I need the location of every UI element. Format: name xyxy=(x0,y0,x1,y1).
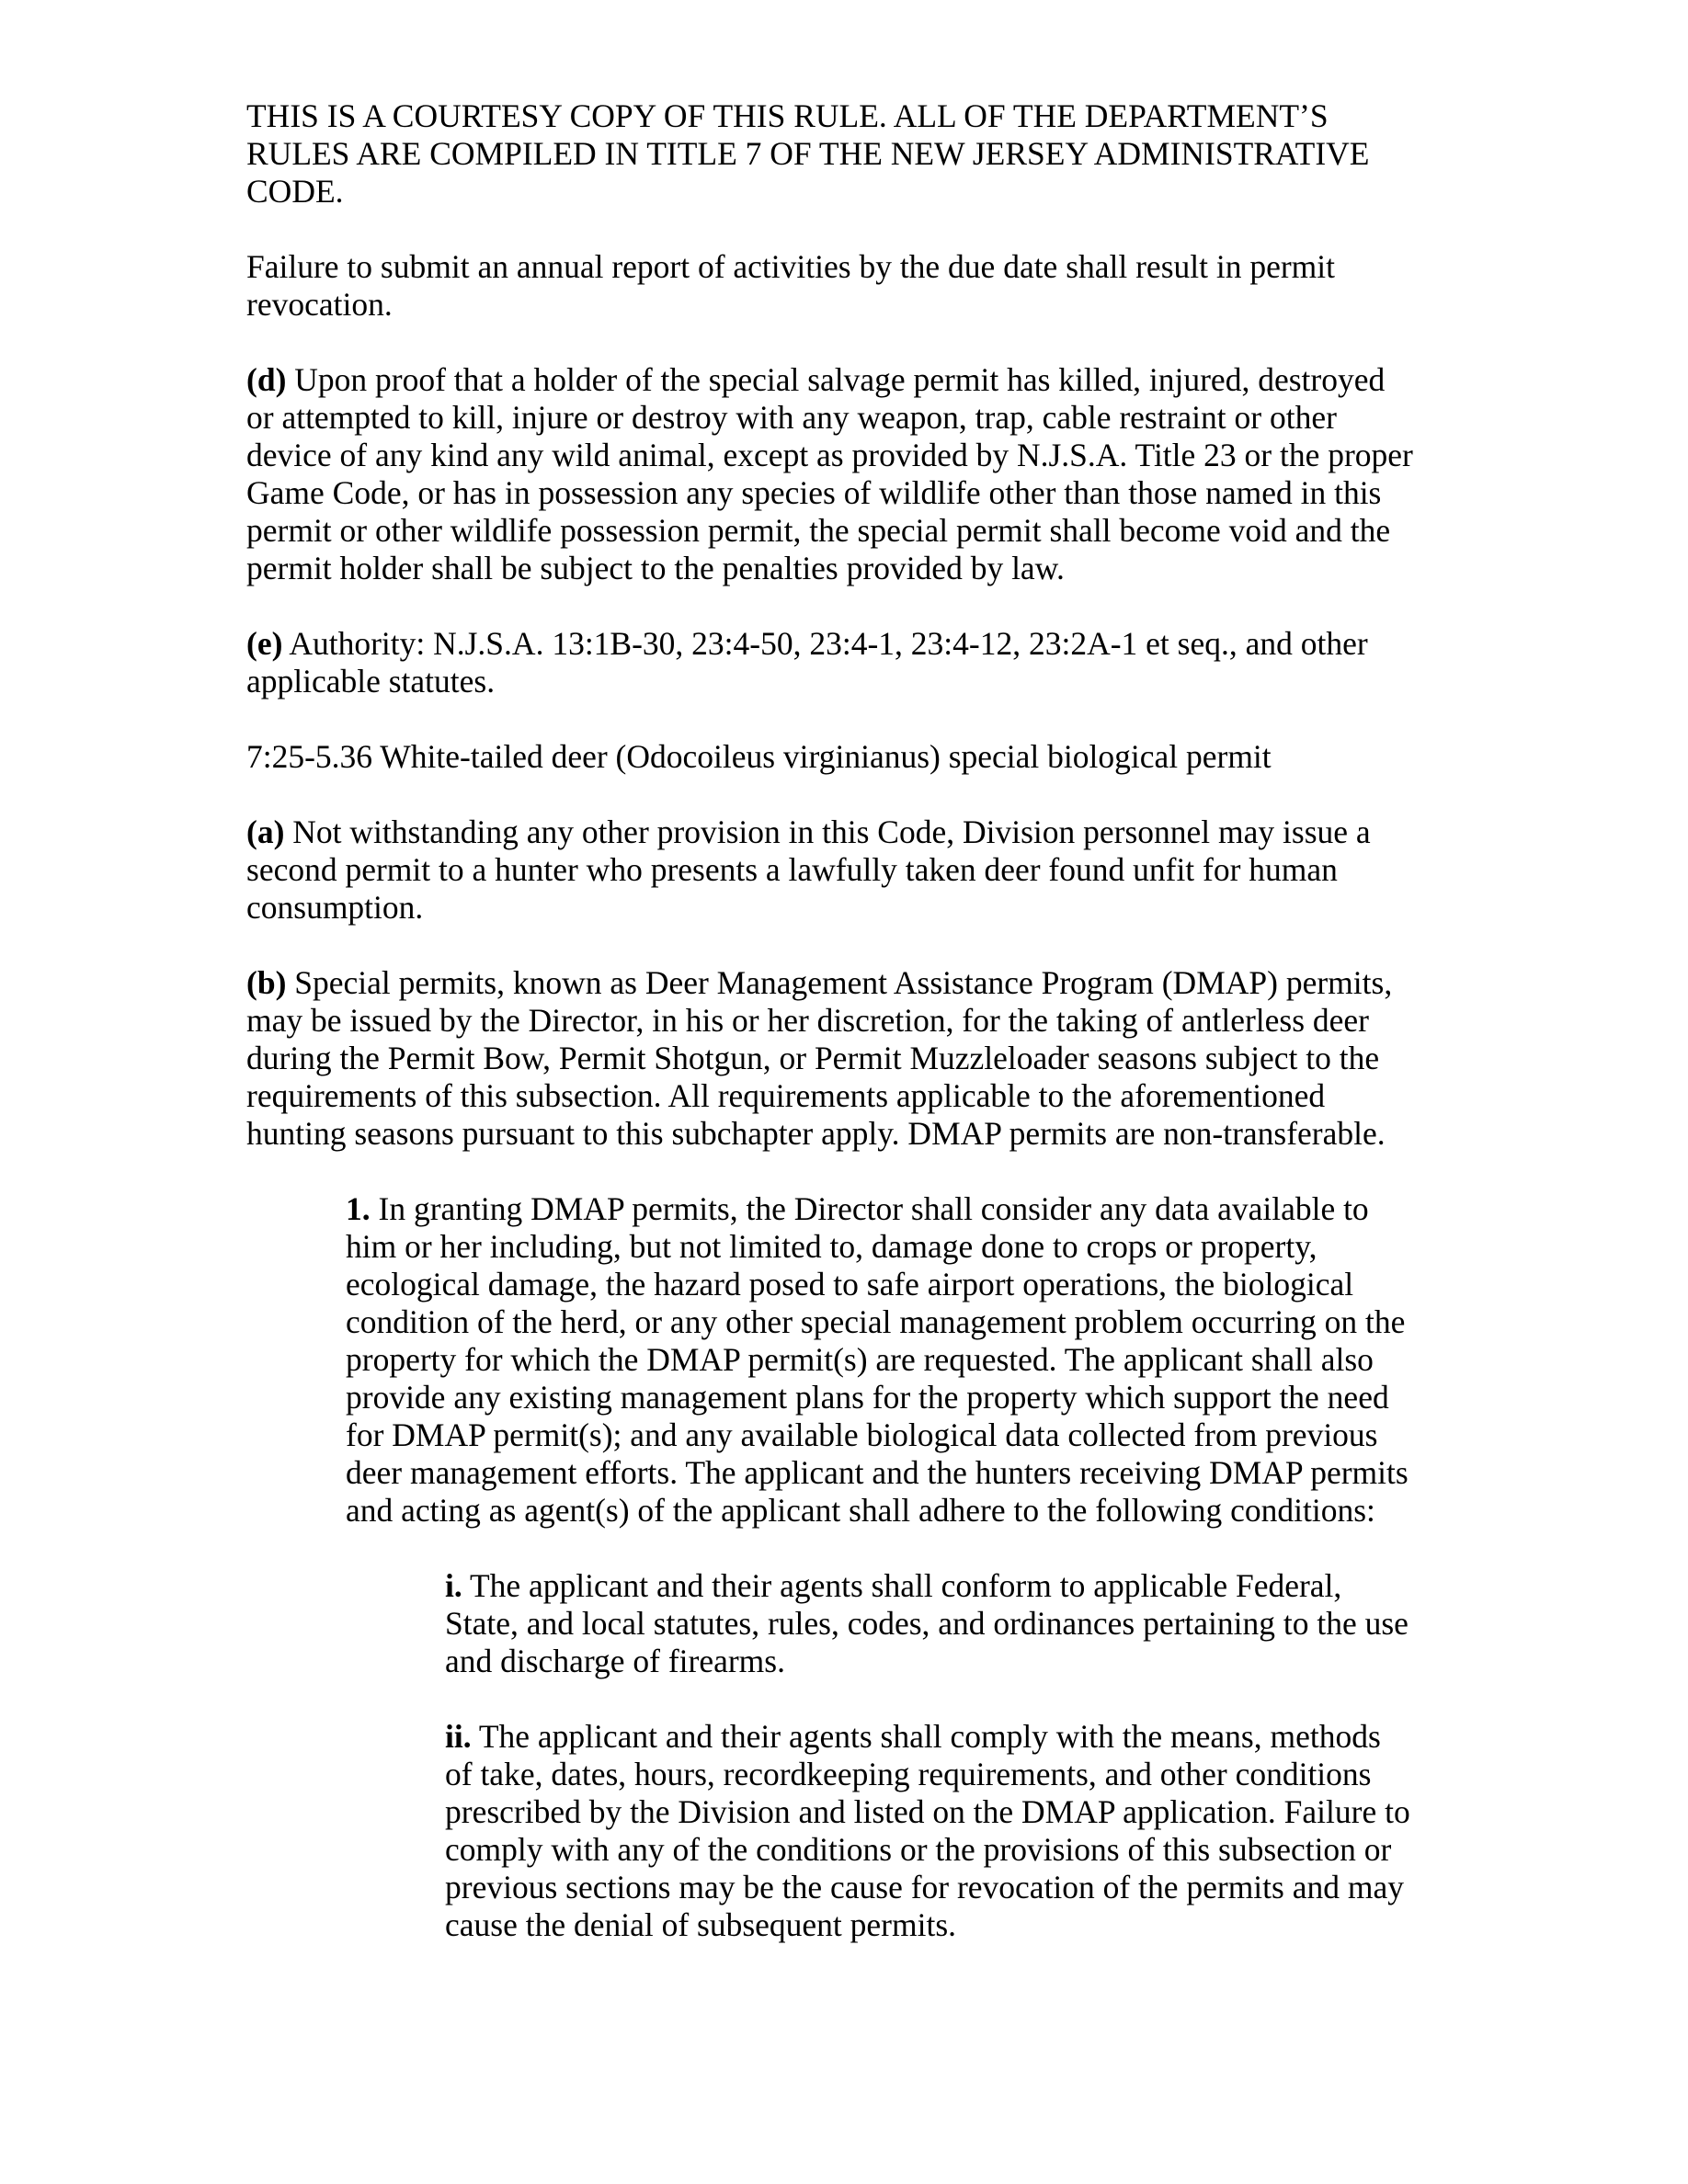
paragraph-b-1-i-text: The applicant and their agents shall conform to applicable Federal, State, and local statutes, rules, codes, and ordinances pertaining to the use and discharge of firearms. xyxy=(445,1567,1409,1679)
paragraph-b-1-ii-marker: ii. xyxy=(445,1718,472,1755)
paragraph-e-text: Authority: N.J.S.A. 13:1B-30, 23:4-50, 23:4-1, 23:4-12, 23:2A-1 et seq., and other applicable statutes. xyxy=(246,625,1368,700)
paragraph-b-1-text: In granting DMAP permits, the Director shall consider any data available to him or her including, but not limited to, damage done to crops or property, ecological damage, the hazard posed to safe airport operations, the biological condition of the herd, or any other special management problem occurring on the property for which the DMAP permit(s) are requested. The applicant shall also provide any existing management plans for the property which support the need for DMAP permit(s); and any available biological data collected from previous deer management efforts. The applicant and the hunters receiving DMAP permits and acting as agent(s) of the applicant shall adhere to the following conditions: xyxy=(346,1190,1409,1529)
paragraph-e-marker: (e) xyxy=(246,625,283,662)
paragraph-a-text: Not withstanding any other provision in this Code, Division personnel may issue a second permit to a hunter who presents a lawfully taken deer found unfit for human consumption. xyxy=(246,813,1371,926)
paragraph-a xyxy=(246,813,1442,927)
paragraph-b-1-i-marker: i. xyxy=(445,1567,462,1604)
paragraph-d-marker: (d) xyxy=(246,361,287,398)
paragraph-b-text: Special permits, known as Deer Management Assistance Program (DMAP) permits, may be issued by the Director, in his or her discretion, for the taking of antlerless deer during the Permit Bow, Permit Shotgun, or Permit Muzzleloader seasons subject to the requirements of this subsection. All requirements applicable to the aforementioned hunting seasons pursuant to this subchapter apply. DMAP permits are non-transferable. xyxy=(246,964,1393,1152)
paragraph-d-text: Upon proof that a holder of the special salvage permit has killed, injured, destroyed or attempted to kill, injure or destroy with any weapon, trap, cable restraint or other device of any kind any wild animal, except as provided by N.J.S.A. Title 23 or the proper Game Code, or has in possession any species of wildlife other than those named in this permit or other wildlife possession permit, the special permit shall become void and the permit holder shall be subject to the penalties provided by law. xyxy=(246,361,1413,586)
paragraph-b-1-ii xyxy=(445,1718,1442,1944)
courtesy-notice: THIS IS A COURTESY COPY OF THIS RULE. ALL OF THE DEPARTMENT’S RULES ARE COMPILED IN TITLE 7 OF THE NEW JERSEY ADMINISTRATIVE CODE. xyxy=(246,97,1370,210)
paragraph-b-1 xyxy=(346,1190,1442,1530)
failure-note: Failure to submit an annual report of activities by the due date shall result in permit revocation. xyxy=(246,248,1336,323)
paragraph-b xyxy=(246,964,1442,1153)
section-heading: 7:25-5.36 White-tailed deer (Odocoileus virginianus) special biological permit xyxy=(246,738,1272,775)
document-page xyxy=(246,97,1442,1982)
paragraph-a-marker: (a) xyxy=(246,813,285,850)
paragraph-d xyxy=(246,361,1442,587)
paragraph-b-marker: (b) xyxy=(246,964,287,1001)
paragraph-b-1-i xyxy=(445,1567,1442,1680)
paragraph-b-1-marker: 1. xyxy=(346,1190,371,1227)
paragraph-b-1-ii-text: The applicant and their agents shall comply with the means, methods of take, dates, hours, recordkeeping requirements, and other conditions prescribed by the Division and listed on the DMAP application. Failure to comply with any of the conditions or the provisions of this subsection or previous sections may be the cause for revocation of the permits and may cause the denial of subsequent permits. xyxy=(445,1718,1410,1943)
paragraph-e xyxy=(246,625,1442,700)
